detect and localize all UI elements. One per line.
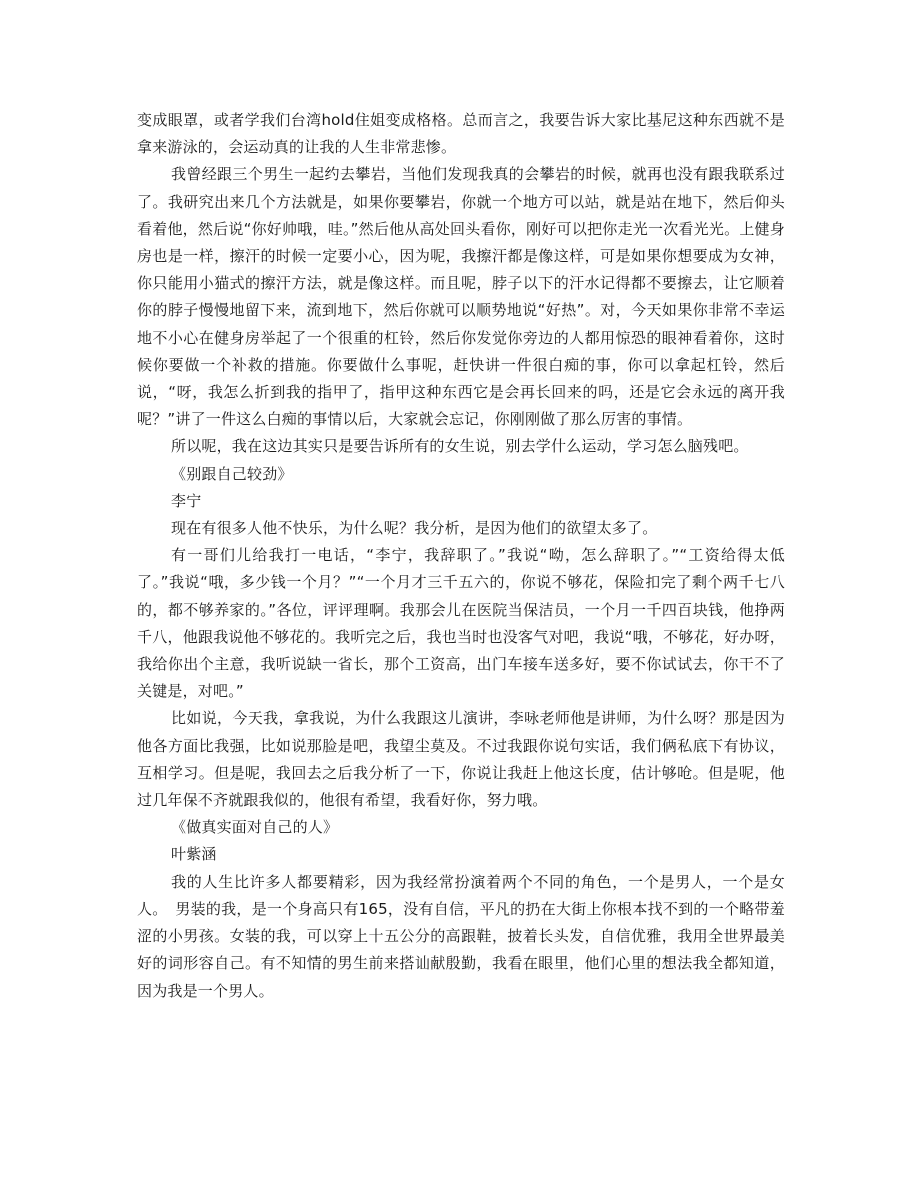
section-title-ye-zihan: 《做真实面对自己的人》: [171, 818, 339, 837]
paragraph-two-roles: 我的人生比许多人都要精彩，因为我经常扮演着两个不同的角色，一个是男人，一个是女人。 男装的我，是一个身高只有165，没有自信，平凡的扔在大街上你根本找不到的一个略带羞涩的小男孩。女装的我，可以穿上十五公分的高跟鞋，披着长头发，自信优雅，我用全世界最美好的词形容自己。有不知情的男生前来搭讪献殷勤，我看在眼里，他们心里的想法我全都知道，因为我是一个男人。: [137, 872, 785, 1000]
author-ye-zihan: 叶紫涵: [171, 845, 217, 864]
paragraph-summary: 所以呢，我在这边其实只是要告诉所有的女生说，别去学什么运动，学习怎么脑残吧。: [171, 437, 749, 456]
paragraph-li-yong: 比如说，今天我，拿我说，为什么我跟这儿演讲，李咏老师他是讲师，为什么呀？那是因为他各方面比我强，比如说那脸是吧，我望尘莫及。不过我跟你说句实话，我们俩私底下有协议，互相学习。但是呢，我回去之后我分析了一下，你说让我赶上他这长度，估计够呛。但是呢，他过几年保不齐就跟我似的，他很有希望，我看好你，努力哦。: [137, 709, 785, 810]
paragraph-rock-climbing: 我曾经跟三个男生一起约去攀岩，当他们发现我真的会攀岩的时候，就再也没有跟我联系过了。我研究出来几个方法就是，如果你要攀岩，你就一个地方可以站，就是站在地下，然后仰头看着他，然后说“你好帅哦，哇。”然后他从高处回头看你，刚好可以把你走光一次看光光。上健身房也是一样，擦汗的时候一定要小心，因为呢，我擦汗都是像这样，可是如果你想要成为女神，你只能用小猫式的擦汗方法，就是像这样。而且呢，脖子以下的汗水记得都不要擦去，让它顺着你的脖子慢慢地留下来，流到地下，然后你就可以顺势地说“好热”。对，今天如果你非常不幸运地不小心在健身房举起了一个很重的杠铃，然后你发觉你旁边的人都用惊恐的眼神看着你，这时候你要做一个补救的措施。你要做什么事呢，赶快讲一件很白痴的事，你可以拿起杠铃，然后说，“呀，我怎么折到我的指甲了，指甲这种东西它是会再长回来的吗，还是它会永远的离开我呢？”讲了一件这么白痴的事情以后，大家就会忘记，你刚刚做了那么厉害的事情。: [137, 165, 785, 429]
paragraph-unhappy: 现在有很多人他不快乐，为什么呢？我分析，是因为他们的欲望太多了。: [171, 519, 658, 538]
paragraph-bikini-conclusion: 变成眼罩，或者学我们台湾hold住姐变成格格。总而言之，我要告诉大家比基尼这种东西就不是拿来游泳的，会运动真的让我的人生非常悲惨。: [137, 111, 785, 157]
paragraph-resignation: 有一哥们儿给我打一电话，“李宁，我辞职了。”我说“呦，怎么辞职了。”“工资给得太低了。”我说“哦，多少钱一个月？”“一个月才三千五六的，你说不够花，保险扣完了剩个两千七八的，都不够养家的。”各位，评评理啊。我那会儿在医院当保洁员，一个月一千四百块钱，他挣两千八，他跟我说他不够花的。我听完之后，我也当时也没客气对吧，我说“哦，不够花，好办呀，我给你出个主意，我听说缺一省长，那个工资高，出门车接车送多好，要不你试试去，你干不了关键是，对吧。”: [137, 546, 785, 701]
document-body: [137, 107, 785, 1005]
author-li-ning: 李宁: [171, 491, 202, 510]
section-title-li-ning: 《别跟自己较劲》: [171, 464, 293, 483]
